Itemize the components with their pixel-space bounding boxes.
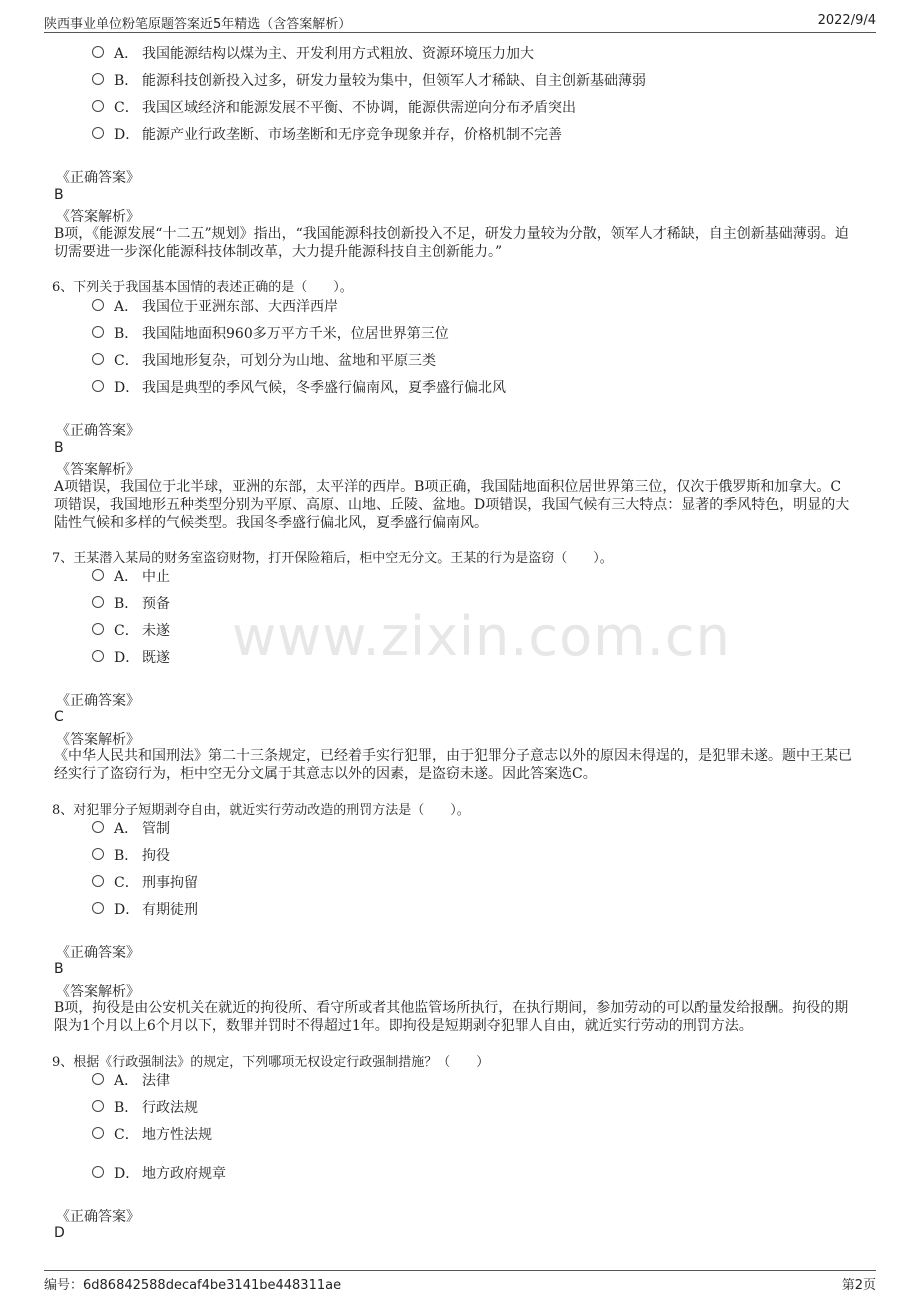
option-b[interactable]: B． 我国陆地面积960多万平方千米，位居世界第三位 — [92, 324, 449, 344]
explanation-text: 《中华人民共和国刑法》第二十三条规定，已经着手实行犯罪，由于犯罪分子意志以外的原因未得逞的，是犯罪未遂。题中王某已经实行了盗窃行为，柜中空无分文属于其意志以外的因素，是盗窃未遂。因此答案选C。 — [54, 748, 852, 782]
radio-icon[interactable] — [92, 902, 104, 914]
explanation-label: 《答案解析》 — [56, 209, 140, 225]
radio-icon[interactable] — [92, 650, 104, 662]
document-code: 编号：6d86842588decaf4be3141be448311ae — [44, 1278, 342, 1293]
radio-icon[interactable] — [92, 299, 104, 311]
radio-icon[interactable] — [92, 353, 104, 365]
radio-icon[interactable] — [92, 569, 104, 581]
option-a[interactable]: A． 法律 — [92, 1071, 170, 1091]
option-b[interactable]: B． 预备 — [92, 594, 170, 614]
explanation-text: A项错误，我国位于北半球，亚洲的东部，太平洋的西岸。B项正确，我国陆地面积位居世界第三位，仅次于俄罗斯和加拿大。C项错误，我国地形五种类型分别为平原、高原、山地、丘陵、盆地。D项错误，我国气候有三大特点：显著的季风特色，明显的大陆性气候和多样的气候类型。我国冬季盛行偏北风，夏季盛行偏南风。 — [54, 479, 850, 531]
question-title: 9、根据《行政强制法》的规定，下列哪项无权设定行政强制措施？（ ） — [52, 1055, 490, 1070]
option-d[interactable]: D． 既遂 — [92, 648, 170, 668]
option-a[interactable]: A． 我国位于亚洲东部、大西洋西岸 — [92, 297, 338, 317]
explanation-text: B项，《能源发展“十二五”规划》指出，“我国能源科技创新投入不足，研发力量较为分散，领军人才稀缺，自主创新基础薄弱。迫切需要进一步深化能源科技体制改革，大力提升能源科技自主创新能力。” — [54, 226, 849, 260]
answer-value: B — [54, 961, 64, 977]
option-a[interactable]: A． 我国能源结构以煤为主、开发利用方式粗放、资源环境压力加大 — [92, 44, 534, 64]
option-d[interactable]: D． 能源产业行政垄断、市场垄断和无序竞争现象并存，价格机制不完善 — [92, 125, 562, 145]
radio-icon[interactable] — [92, 73, 104, 85]
answer-value: C — [54, 709, 64, 725]
radio-icon[interactable] — [92, 46, 104, 58]
explanation-label: 《答案解析》 — [56, 732, 140, 748]
answer-value: D — [54, 1225, 65, 1241]
explanation-label: 《答案解析》 — [56, 462, 140, 478]
document-title: 陕西事业单位粉笔原题答案近5年精选（含答案解析） — [44, 17, 352, 32]
option-d[interactable]: D． 有期徒刑 — [92, 900, 198, 920]
radio-icon[interactable] — [92, 100, 104, 112]
radio-icon[interactable] — [92, 1166, 104, 1178]
page-footer — [44, 1270, 876, 1293]
page-number: 第2页 — [841, 1278, 876, 1293]
question-title: 7、王某潜入某局的财务室盗窃财物，打开保险箱后，柜中空无分文。王某的行为是盗窃（ ）。 — [52, 551, 613, 566]
radio-icon[interactable] — [92, 848, 104, 860]
option-a[interactable]: A． 管制 — [92, 819, 170, 839]
answer-label: 《正确答案》 — [56, 693, 140, 709]
radio-icon[interactable] — [92, 596, 104, 608]
answer-label: 《正确答案》 — [56, 1209, 140, 1225]
explanation-label: 《答案解析》 — [56, 984, 140, 1000]
option-c[interactable]: C． 我国区域经济和能源发展不平衡、不协调，能源供需逆向分布矛盾突出 — [92, 98, 576, 118]
option-c[interactable]: C． 刑事拘留 — [92, 873, 198, 893]
radio-icon[interactable] — [92, 1073, 104, 1085]
radio-icon[interactable] — [92, 326, 104, 338]
answer-label: 《正确答案》 — [56, 170, 140, 186]
option-c[interactable]: C． 我国地形复杂，可划分为山地、盆地和平原三类 — [92, 351, 436, 371]
radio-icon[interactable] — [92, 623, 104, 635]
radio-icon[interactable] — [92, 380, 104, 392]
answer-value: B — [54, 440, 64, 456]
option-c[interactable]: C． 未遂 — [92, 621, 170, 641]
option-b[interactable]: B． 行政法规 — [92, 1098, 198, 1118]
question-title: 8、对犯罪分子短期剥夺自由，就近实行劳动改造的刑罚方法是（ ）。 — [52, 803, 470, 818]
radio-icon[interactable] — [92, 127, 104, 139]
option-a[interactable]: A． 中止 — [92, 567, 170, 587]
option-c[interactable]: C． 地方性法规 — [92, 1125, 212, 1145]
radio-icon[interactable] — [92, 1127, 104, 1139]
page-header — [44, 10, 876, 33]
radio-icon[interactable] — [92, 1100, 104, 1112]
radio-icon[interactable] — [92, 821, 104, 833]
watermark: www.zixin.com.cn — [232, 605, 731, 668]
question-title: 6、下列关于我国基本国情的表述正确的是（ ）。 — [52, 280, 353, 295]
explanation-text: B项，拘役是由公安机关在就近的拘役所、看守所或者其他监管场所执行，在执行期间，参加劳动的可以酌量发给报酬。拘役的期限为1个月以上6个月以下，数罪并罚时不得超过1年。即拘役是短期剥夺犯罪人自由，就近实行劳动的刑罚方法。 — [54, 1000, 849, 1034]
option-d[interactable]: D． 地方政府规章 — [92, 1164, 226, 1184]
document-date: 2022/9/4 — [817, 13, 876, 28]
answer-label: 《正确答案》 — [56, 423, 140, 439]
answer-value: B — [54, 187, 64, 203]
radio-icon[interactable] — [92, 875, 104, 887]
answer-label: 《正确答案》 — [56, 945, 140, 961]
option-d[interactable]: D． 我国是典型的季风气候，冬季盛行偏南风，夏季盛行偏北风 — [92, 378, 506, 398]
option-b[interactable]: B． 能源科技创新投入过多，研发力量较为集中，但领军人才稀缺、自主创新基础薄弱 — [92, 71, 646, 91]
option-b[interactable]: B． 拘役 — [92, 846, 170, 866]
